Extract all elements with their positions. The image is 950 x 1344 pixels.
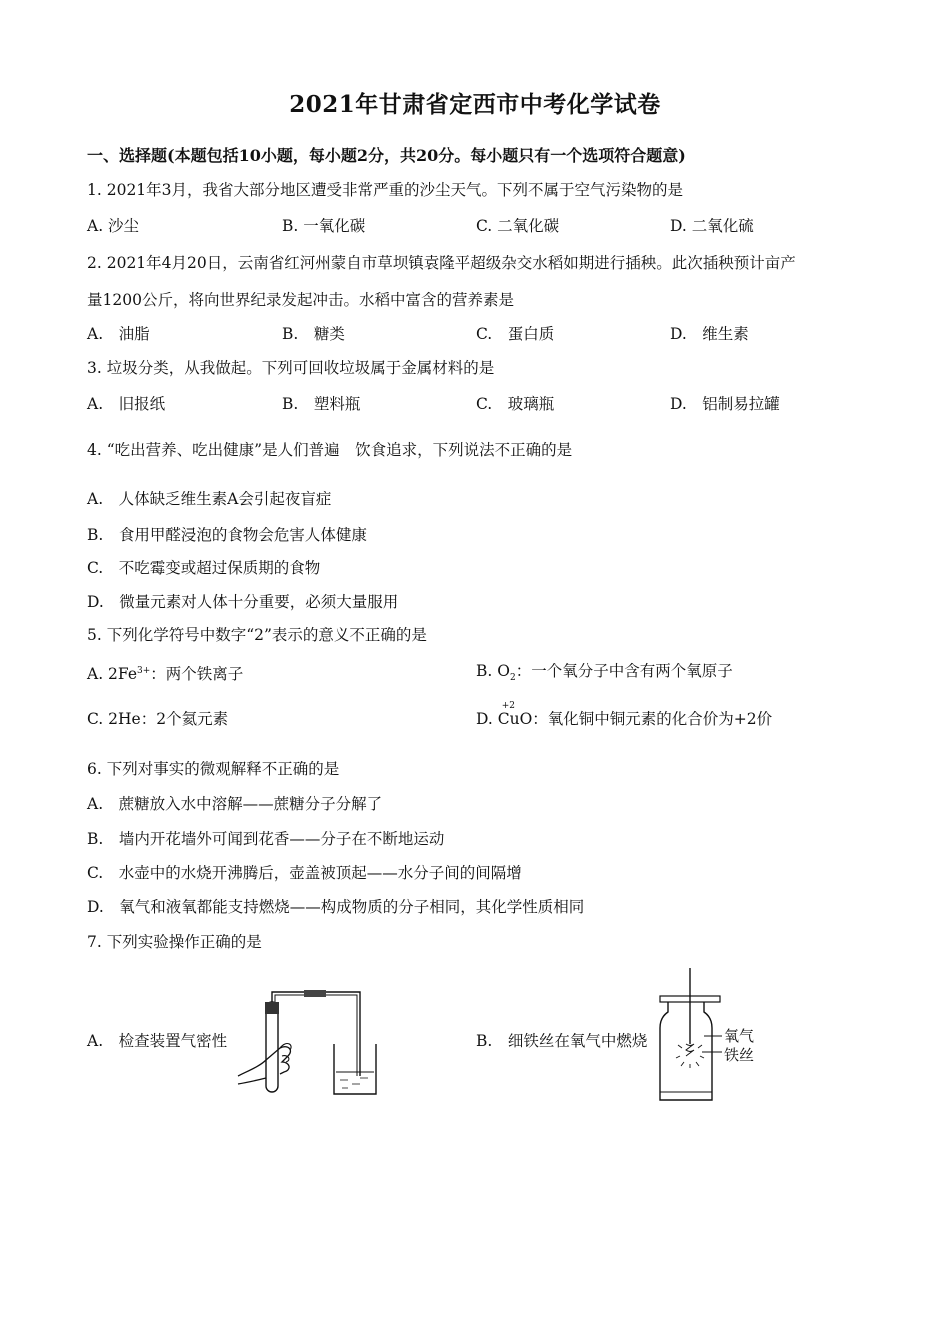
q5-d-text: ：氧化铜中铜元素的化合价为+2价: [532, 710, 773, 728]
q4-option-c[interactable]: C. 不吃霉变或超过保质期的食物: [87, 559, 321, 577]
q5-a-prefix: A. 2Fe: [87, 665, 137, 684]
q5-option-b[interactable]: [476, 661, 733, 688]
q2-option-a[interactable]: A. 油脂: [87, 325, 150, 343]
q5-d-formula-text: CuO: [497, 710, 533, 728]
q2-option-b[interactable]: B. 糖类: [282, 325, 345, 343]
q5-option-c[interactable]: C. 2He：2个氦元素: [87, 710, 229, 728]
question-5-stem: 5. 下列化学符号中数字“2”表示的意义不正确的是: [87, 626, 427, 644]
q1-option-c[interactable]: C. 二氧化碳: [476, 217, 560, 235]
q7-option-b[interactable]: B. 细铁丝在氧气中燃烧: [476, 1032, 648, 1050]
q3-option-b[interactable]: B. 塑料瓶: [282, 395, 361, 413]
q3-option-d[interactable]: D. 铝制易拉罐: [670, 395, 780, 413]
q5-a-charge: 3+: [137, 666, 151, 676]
q1-option-d[interactable]: D. 二氧化硫: [670, 217, 754, 235]
iron-wire-combustion-diagram: [656, 966, 766, 1104]
q1-option-a[interactable]: A. 沙尘: [87, 217, 140, 235]
q2-option-c[interactable]: C. 蛋白质: [476, 325, 555, 343]
q2-option-d[interactable]: D. 维生素: [670, 325, 749, 343]
question-3-stem: 3. 垃圾分类，从我做起。下列可回收垃圾属于金属材料的是: [87, 359, 495, 377]
question-1-stem: 1. 2021年3月，我省大部分地区遭受非常严重的沙尘天气。下列不属于空气污染物的是: [87, 181, 684, 199]
question-6-stem: 6. 下列对事实的微观解释不正确的是: [87, 760, 340, 778]
q5-a-text: ：两个铁离子: [150, 665, 244, 684]
q4-option-d[interactable]: D. 微量元素对人体十分重要，必须大量服用: [87, 593, 399, 611]
q3-option-a[interactable]: A. 旧报纸: [87, 395, 166, 413]
q3-option-c[interactable]: C. 玻璃瓶: [476, 395, 555, 413]
q5-d-valence: +2: [501, 701, 516, 711]
q5-b-text: ：一个氧分子中含有两个氧原子: [515, 662, 733, 680]
section-heading: 一、选择题(本题包括10小题，每小题2分，共20分。每小题只有一个选项符合题意): [87, 146, 686, 165]
q1-option-b[interactable]: B. 一氧化碳: [282, 217, 366, 235]
q7-option-a[interactable]: A. 检查装置气密性: [87, 1032, 228, 1050]
question-4-stem: 4. “吃出营养、吃出健康”是人们普遍 饮食追求，下列说法不正确的是: [87, 441, 573, 459]
q4-option-a[interactable]: A. 人体缺乏维生素A会引起夜盲症: [87, 490, 332, 508]
label-oxygen: 氧气: [724, 1027, 755, 1045]
q5-b-prefix: B. O: [476, 662, 510, 680]
q6-option-b[interactable]: B. 墙内开花墙外可闻到花香——分子在不断地运动: [87, 830, 445, 848]
q5-d-prefix: D.: [476, 710, 498, 728]
airtightness-check-diagram: [236, 988, 386, 1100]
q6-option-a[interactable]: A. 蔗糖放入水中溶解——蔗糖分子分解了: [87, 795, 383, 813]
page-title: 2021年甘肃省定西市中考化学试卷: [289, 91, 661, 118]
q5-option-a[interactable]: [87, 661, 243, 684]
q5-b-subscript: 2: [509, 673, 516, 684]
question-2-stem-line2: 量1200公斤，将向世界纪录发起冲击。水稻中富含的营养素是: [87, 291, 514, 309]
q6-option-c[interactable]: C. 水壶中的水烧开沸腾后，壶盖被顶起——水分子间的间隔增: [87, 864, 522, 882]
q6-option-d[interactable]: D. 氧气和液氧都能支持燃烧——构成物质的分子相同，其化学性质相同: [87, 898, 585, 916]
question-2-stem-line1: 2. 2021年4月20日，云南省红河州蒙自市草坝镇袁隆平超级杂交水稻如期进行插秧。此次插秧预计亩产: [87, 254, 796, 272]
q4-option-b[interactable]: B. 食用甲醛浸泡的食物会危害人体健康: [87, 526, 367, 544]
q5-d-formula: [497, 701, 533, 729]
q5-option-d[interactable]: [476, 701, 773, 729]
label-iron-wire: 铁丝: [724, 1046, 755, 1064]
question-7-stem: 7. 下列实验操作正确的是: [87, 933, 262, 951]
